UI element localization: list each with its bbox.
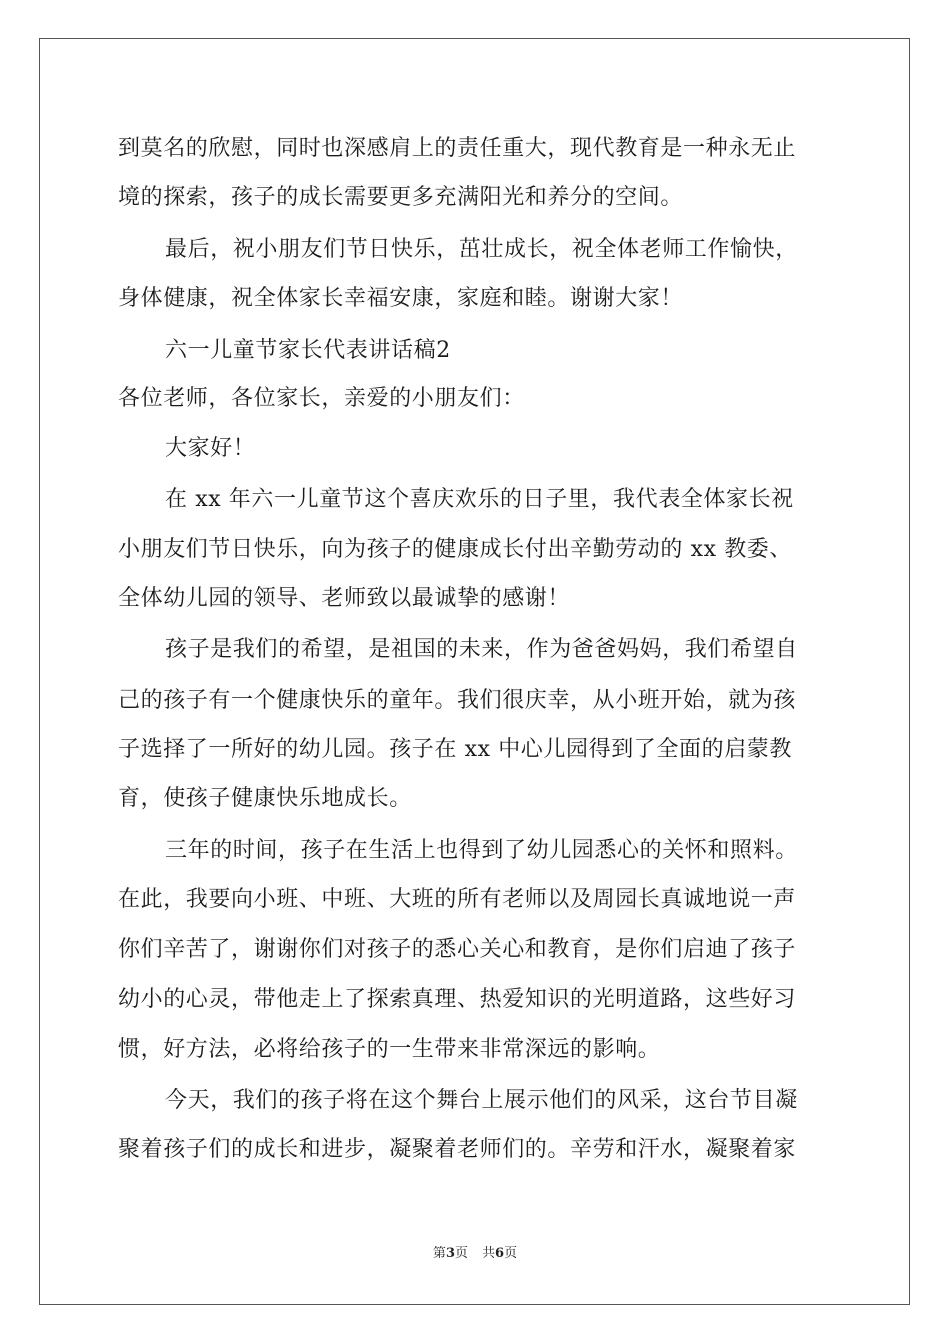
body-line: 全体幼儿园的领导、老师致以最诚挚的感谢！ [118, 586, 571, 611]
page-footer [0, 1245, 950, 1263]
body-line: 聚着孩子们的成长和进步，凝聚着老师们的。辛劳和汗水，凝聚着家 [118, 1137, 797, 1162]
page-suffix: 页 [454, 1246, 468, 1261]
total-suffix: 页 [504, 1246, 518, 1261]
page-prefix: 第 [432, 1246, 446, 1261]
body-line: 今天，我们的孩子将在这个舞台上展示他们的风采，这台节目凝 [165, 1088, 798, 1113]
body-line: 三年的时间，孩子在生活上也得到了幼儿园悉心的关怀和照料。 [165, 838, 798, 863]
total-prefix: 共 [482, 1246, 496, 1261]
body-line: 身体健康，祝全体家长幸福安康，家庭和睦。谢谢大家！ [118, 286, 684, 311]
body-line: 子选择了一所好的幼儿园。孩子在 xx 中心儿园得到了全面的启蒙教 [118, 737, 793, 762]
body-line: 小朋友们节日快乐，向为孩子的健康成长付出辛勤劳动的 xx 教委、 [118, 537, 793, 562]
page-total: 6 [495, 1246, 505, 1261]
body-line: 在 xx 年六一儿童节这个喜庆欢乐的日子里，我代表全体家长祝 [165, 487, 794, 512]
body-line: 最后，祝小朋友们节日快乐，茁壮成长，祝全体老师工作愉快， [165, 237, 798, 262]
body-line: 育，使孩子健康快乐地成长。 [118, 786, 412, 811]
body-line: 你们辛苦了，谢谢你们对孩子的悉心关心和教育，是你们启迪了孩子 [118, 937, 797, 962]
body-line: 己的孩子有一个健康快乐的童年。我们很庆幸，从小班开始，就为孩 [118, 688, 797, 713]
body-line: 幼小的心灵，带他走上了探索真理、热爱知识的光明道路，这些好习 [118, 987, 797, 1012]
section-title: 六一儿童节家长代表讲话稿2 [165, 338, 451, 363]
body-line: 到莫名的欣慰，同时也深感肩上的责任重大，现代教育是一种永无止 [118, 136, 797, 161]
body-line: 境的探索，孩子的成长需要更多充满阳光和养分的空间。 [118, 185, 684, 210]
body-line: 孩子是我们的希望，是祖国的未来，作为爸爸妈妈，我们希望自 [165, 637, 798, 662]
body-line: 惯，好方法，必将给孩子的一生带来非常深远的影响。 [118, 1037, 661, 1062]
body-line: 在此，我要向小班、中班、大班的所有老师以及周园长真诚地说一声 [118, 887, 797, 912]
page-current: 3 [445, 1246, 455, 1261]
salutation: 各位老师，各位家长，亲爱的小朋友们： [118, 386, 525, 411]
greeting: 大家好！ [165, 436, 256, 461]
